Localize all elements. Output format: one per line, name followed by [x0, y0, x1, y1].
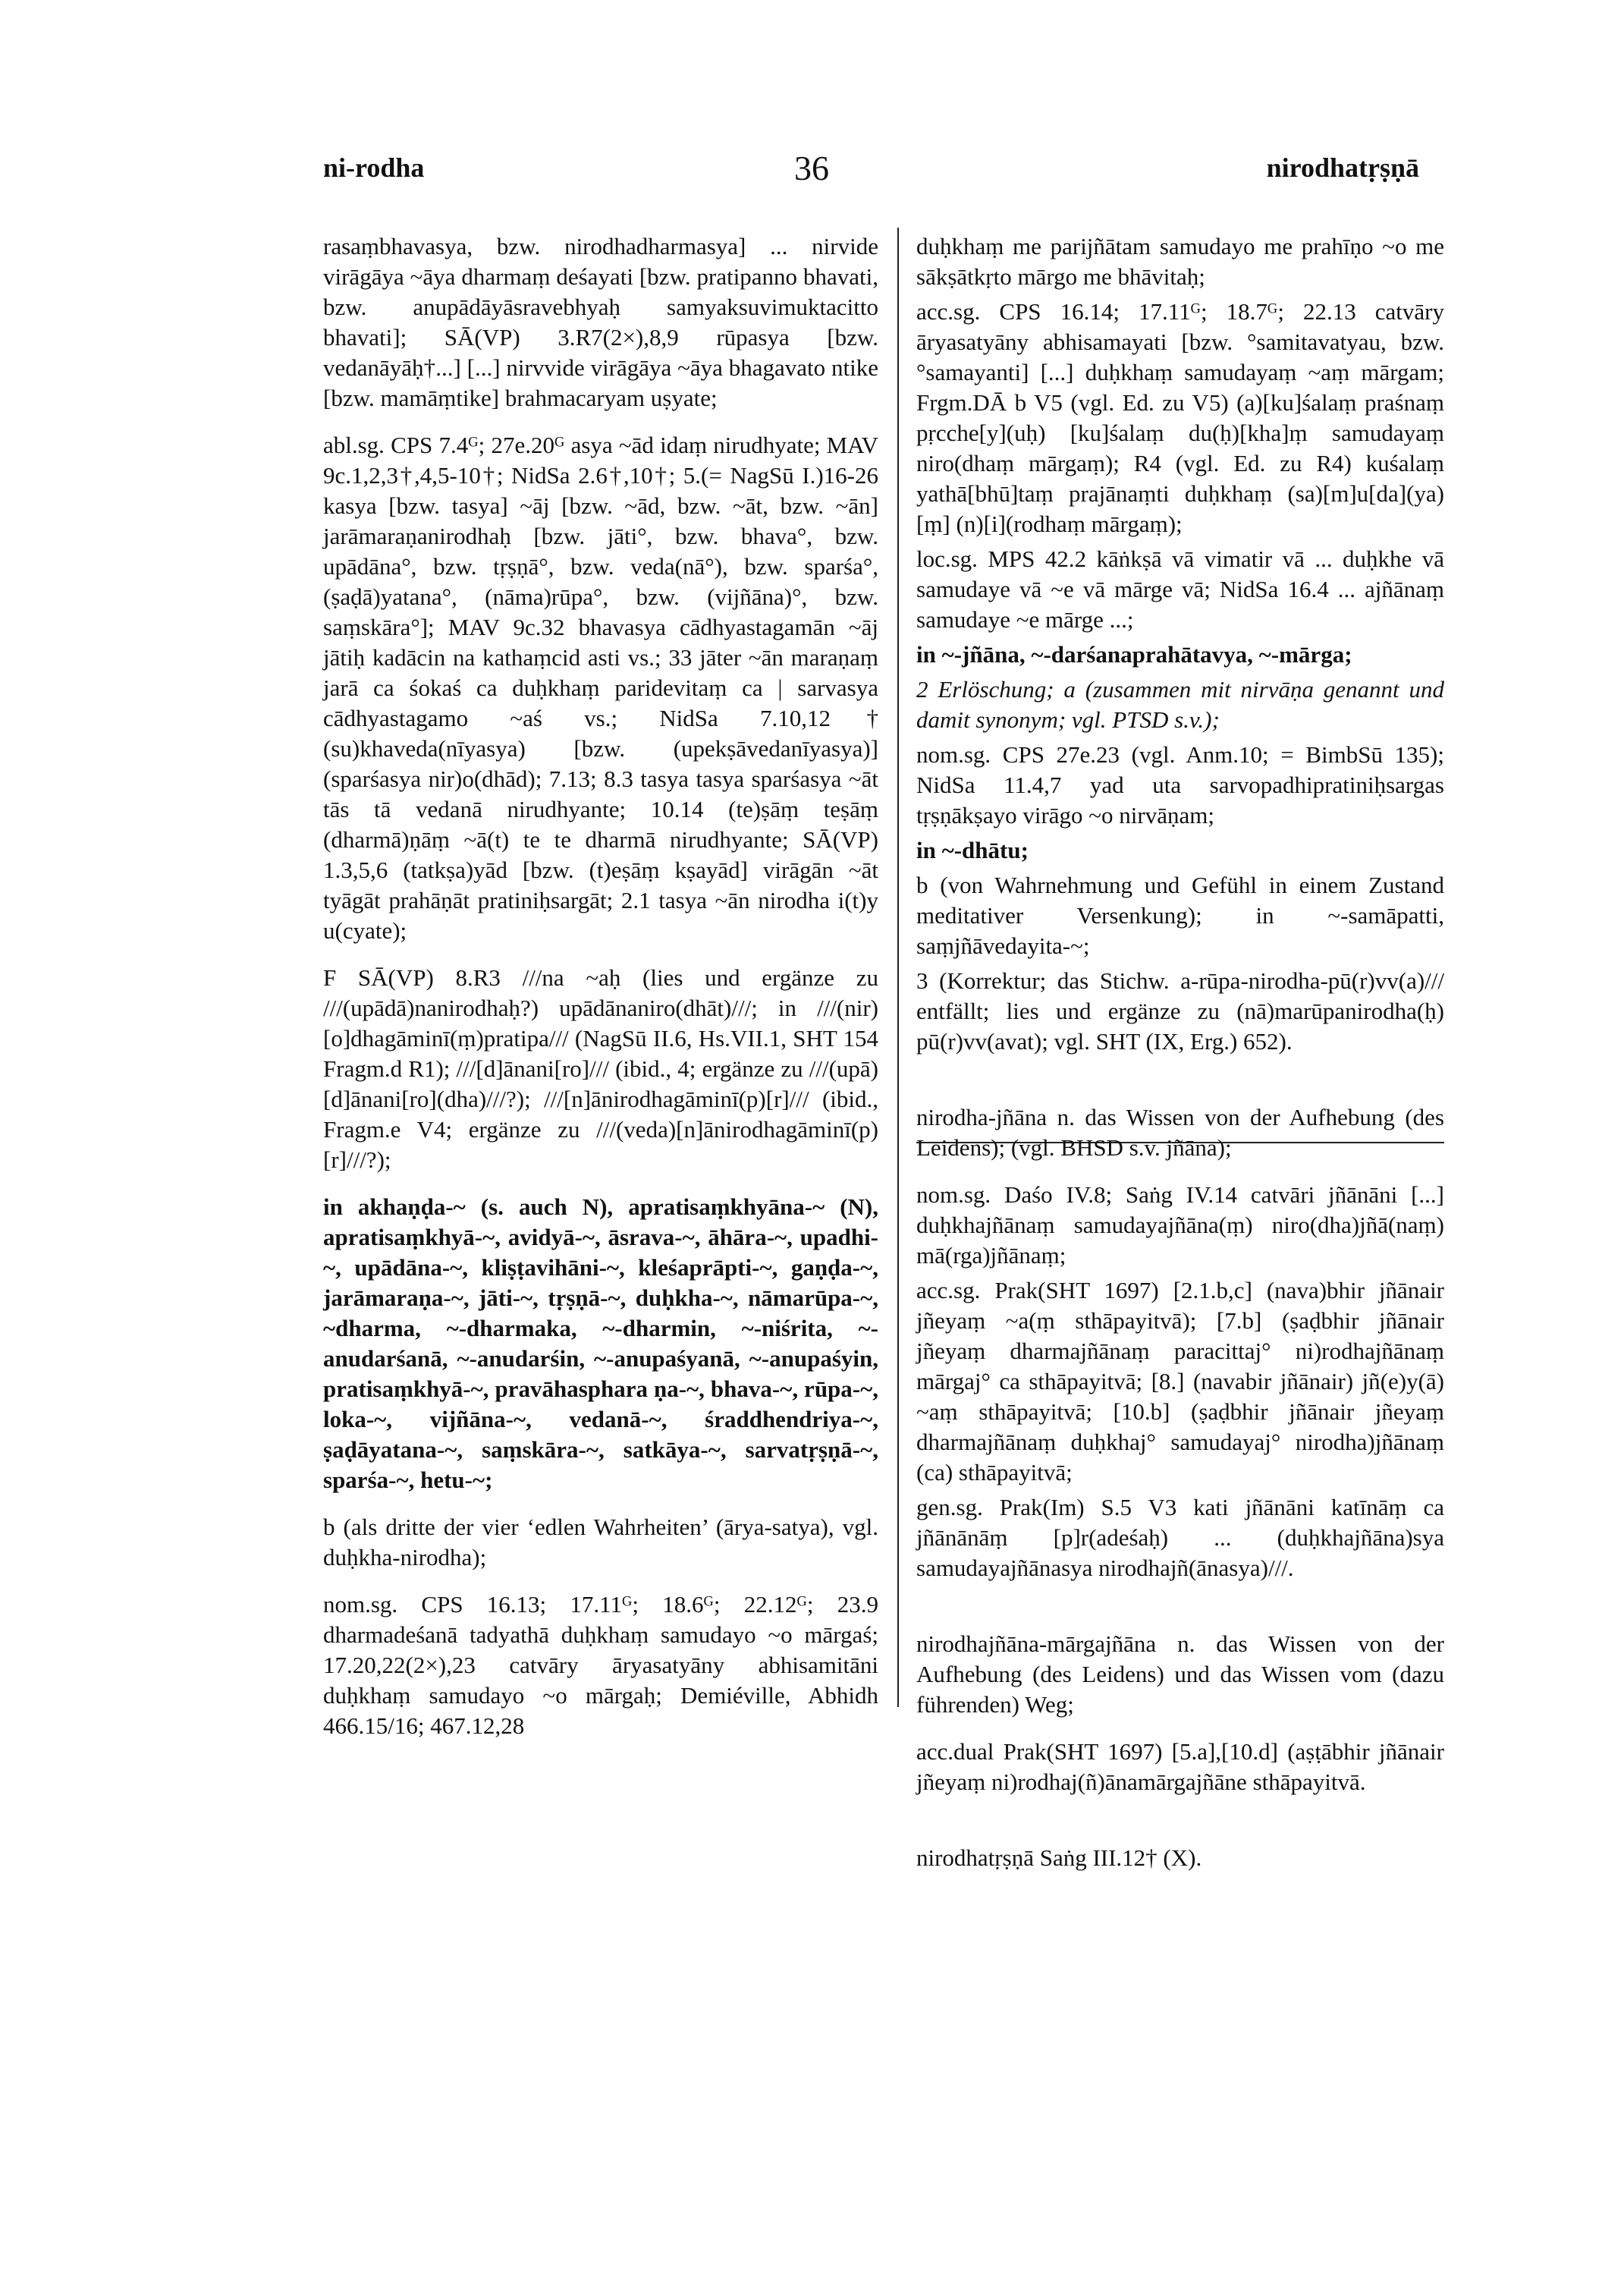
compound-list: in ~-dhātu;: [916, 837, 1029, 863]
left-column: [323, 231, 878, 1758]
entry-paragraph: acc.dual Prak(SHT 1697) [5.a],[10.d] (aṣṭābhir jñānair jñeyaṃ ni)rodhaj(ñ)ānamārgajñāne sthāpayitvā.: [916, 1738, 1444, 1795]
running-head-right: nirodhatṛṣṇā: [1266, 152, 1419, 183]
entry-paragraph: loc.sg. MPS 42.2 kāṅkṣā vā vimatir vā ... duḥkhe vā samudaye vā ~e vā mārge vā; NidSa 16.4 ... ajñānaṃ samudaye ~e mārge ...;: [916, 545, 1444, 633]
headword-nirodhajnana-margajnana: nirodhajñāna-mārgajñāna n. das Wissen von der Aufhebung (des Leidens) und das Wissen vom (dazu führenden) Weg;: [916, 1630, 1444, 1718]
sense-heading: 2 Erlöschung; a (zusammen mit nirvāṇa genannt und damit synonym; vgl. PTSD s.v.);: [916, 676, 1444, 733]
entry-paragraph: gen.sg. Prak(Im) S.5 V3 kati jñānāni katīnāṃ ca jñānānāṃ [p]r(adeśaḥ) ... (duḥkhajñāna)sya samudayajñānasya nirodhajñ(ānasya)///.: [916, 1494, 1444, 1581]
running-head-left: ni-rodha: [323, 152, 425, 183]
entry-paragraph: duḥkhaṃ me parijñātam samudayo me prahīṇo ~o me sākṣātkṛto mārgo me bhāvitaḥ;: [916, 233, 1444, 290]
entry-paragraph: rasaṃbhavasya, bzw. nirodhadharmasya] ... nirvide virāgāya ~āya dharmaṃ deśayati [bzw. pratipanno bhavati, bzw. anupādāyāsravebhyaḥ samyaksuvimuktacitto bhavati]; SĀ(VP) 3.R7(2×),8,9 rūpasya [bzw. vedanāyāḥ†...] [...] nirvvide virāgāya ~āya bhagavato ntike [bzw. mamāṃtike] brahmacaryam uṣyate;: [323, 233, 878, 411]
entry-paragraph: F SĀ(VP) 8.R3 ///na ~aḥ (lies und ergänze zu ///(upādā)nanirodhaḥ?) upādānaniro(dhāt)///; in ///(nir)[o]dhagāminī(ṃ)pratipa/// (NagSū II.6, Hs.VII.1, SHT 154 Fragm.d R1); ///[d]ānani[ro]/// (ibid., 4; ergänze zu ///(upā)[d]ānani[ro](dha)///?); ///[n]ānirodhagāminī(p)[r]/// (ibid., Fragm.e V4; ergänze zu ///(veda)[n]ānirodhagāminī(p)[r]///?);: [323, 964, 878, 1173]
entry-paragraph: acc.sg. Prak(SHT 1697) [2.1.b,c] (nava)bhir jñānair jñeyaṃ ~a(ṃ sthāpayitvā); [7.b] (ṣaḍbhir jñānair jñeyaṃ dharmajñānaṃ paracittaj° ni)rodhajñānaṃ mārgaj° ca sthāpayitvā; [8.] (navabir jñānair) jñ(e)y(ā) ~aṃ sthāpayitvā; [10.b] (ṣaḍbhir jñānair jñeyaṃ dharmajñānaṃ duḥkhaj° samudayaj° nirodha)jñānaṃ (ca) sthāpayitvā;: [916, 1277, 1444, 1486]
column-divider: [897, 228, 899, 1707]
entry-paragraph: nom.sg. Daśo IV.8; Saṅg IV.14 catvāri jñānāni [...] duḥkhajñānaṃ samudayajñāna(ṃ) niro(dha)jñā(naṃ) mā(rga)jñānaṃ;: [916, 1181, 1444, 1269]
entry-paragraph: abl.sg. CPS 7.4ᴳ; 27e.20ᴳ asya ~ād idaṃ nirudhyate; MAV 9c.1,2,3†,4,5-10†; NidSa 2.6†,10†; 5.(= NagSū I.)16-26 kasya [bzw. tasya] ~āj [bzw. ~ād, bzw. ~āt, bzw. ~ān] jarāmaraṇanirodhaḥ [bzw. jāti°, bzw. bhava°, bzw. upādāna°, bzw. tṛṣṇā°, bzw. veda(nā°), bzw. sparśa°, (ṣaḍā)yatana°, (nāma)rūpa°, bzw. (vijñāna)°, bzw. saṃskāra°]; MAV 9c.32 bhavasya cādhyastagamān ~āj jātiḥ kadācin na kathaṃcid asti vs.; 33 jāter ~ān maraṇaṃ jarā ca śokaś ca duḥkhaṃ paridevitaṃ ca | sarvasya cādhyastagamo ~aś vs.; NidSa 7.10,12† (su)khaveda(nīyasya) [bzw. (upekṣāvedanīyasya)] (sparśasya nir)o(dhād); 7.13; 8.3 tasya tasya sparśasya ~āt tās tā vedanā nirudhyante; 10.14 (te)ṣāṃ teṣāṃ (dharmā)ṇāṃ ~ā(t) te te dharmā nirudhyante; SĀ(VP) 1.3,5,6 (tatkṣa)yād [bzw. (t)eṣāṃ kṣayād] virāgān ~āt tyāgāt prahāṇāt pratiniḥsargāt; 2.1 tasya ~ān nirodha i(t)y u(cyate);: [323, 432, 878, 944]
correction-note: 3 (Korrektur; das Stichw. a-rūpa-nirodha-pū(r)vv(a)/// entfällt; lies und ergänze zu (nā)marūpanirodha(ḥ) pū(r)vv(avat); vgl. SHT (IX, Erg.) 652).: [916, 967, 1444, 1055]
entry-paragraph: nom.sg. CPS 27e.23 (vgl. Anm.10; = BimbSū 135); NidSa 11.4,7 yad uta sarvopadhipratiniḥsargas tṛṣṇākṣayo virāgo ~o nirvāṇam;: [916, 741, 1444, 828]
compound-list: in akhaṇḍa-~ (s. auch N), apratisaṃkhyāna-~ (N), apratisaṃkhyā-~, avidyā-~, āsrava-~, āhāra-~, upadhi-~, upādāna-~, kliṣṭavihāni-~, kleśaprāpti-~, gaṇḍa-~, jarāmaraṇa-~, jāti-~, tṛṣṇā-~, duḥkha-~, nāmarūpa-~, ~dharma, ~-dharmaka, ~-dharmin, ~-niśrita, ~-anudarśanā, ~-anudarśin, ~-anupaśyanā, ~-anupaśyin, pratisaṃkhyā-~, pravāhasphara ṇa-~, bhava-~, rūpa-~, loka-~, vijñāna-~, vedanā-~, śraddhendriya-~, ṣaḍāyatana-~, saṃskāra-~, satkāya-~, sarvatṛṣṇā-~, sparśa-~, hetu-~;: [323, 1193, 878, 1493]
entry-paragraph: b (als dritte der vier ‘edlen Wahrheiten’ (ārya-satya), vgl. duḥkha-nirodha);: [323, 1514, 878, 1570]
headword-nirodhatrsna: nirodhatṛṣṇā Saṅg III.12† (X).: [916, 1844, 1202, 1871]
headword-nirodha-jnana: nirodha-jñāna n. das Wissen von der Aufhebung (des Leidens); (vgl. BHSD s.v. jñāna);: [916, 1104, 1444, 1161]
page-number: 36: [794, 149, 829, 187]
right-column: [916, 231, 1444, 1890]
sense-heading: b (von Wahrnehmung und Gefühl in einem Zustand meditativer Versenkung); in ~-samāpatti, saṃjñāvedayita-~;: [916, 872, 1444, 959]
entry-paragraph: acc.sg. CPS 16.14; 17.11ᴳ; 18.7ᴳ; 22.13 catvāry āryasatyāny abhisamayati [bzw. °samitavatyau, bzw. °samayanti] [...] duḥkhaṃ samudayaṃ ~aṃ mārgam; Frgm.DĀ b V5 (vgl. Ed. zu V5) (a)[ku]śalaṃ praśnaṃ pṛcche[y](uḥ) [ku]śalaṃ du(ḥ)[kha]ṃ samudayaṃ niro(dhaṃ mārgaṃ); R4 (vgl. Ed. zu R4) kuśalaṃ yathā[bhū]taṃ prajānaṃti duḥkhaṃ (sa)[m]u[da](ya)[ṃ] (n)[i](rodhaṃ mārgaṃ);: [916, 298, 1444, 537]
compound-list: in ~-jñāna, ~-darśanaprahātavya, ~-mārga;: [916, 641, 1352, 668]
entry-paragraph: nom.sg. CPS 16.13; 17.11ᴳ; 18.6ᴳ; 22.12ᴳ; 23.9 dharmadeśanā tadyathā duḥkhaṃ samudayo ~o mārgaś; 17.20,22(2×),23 catvāry āryasatyāny abhisamitāni duḥkhaṃ samudayo ~o mārgaḥ; Demiéville, Abhidh 466.15/16; 467.12,28: [323, 1591, 878, 1739]
